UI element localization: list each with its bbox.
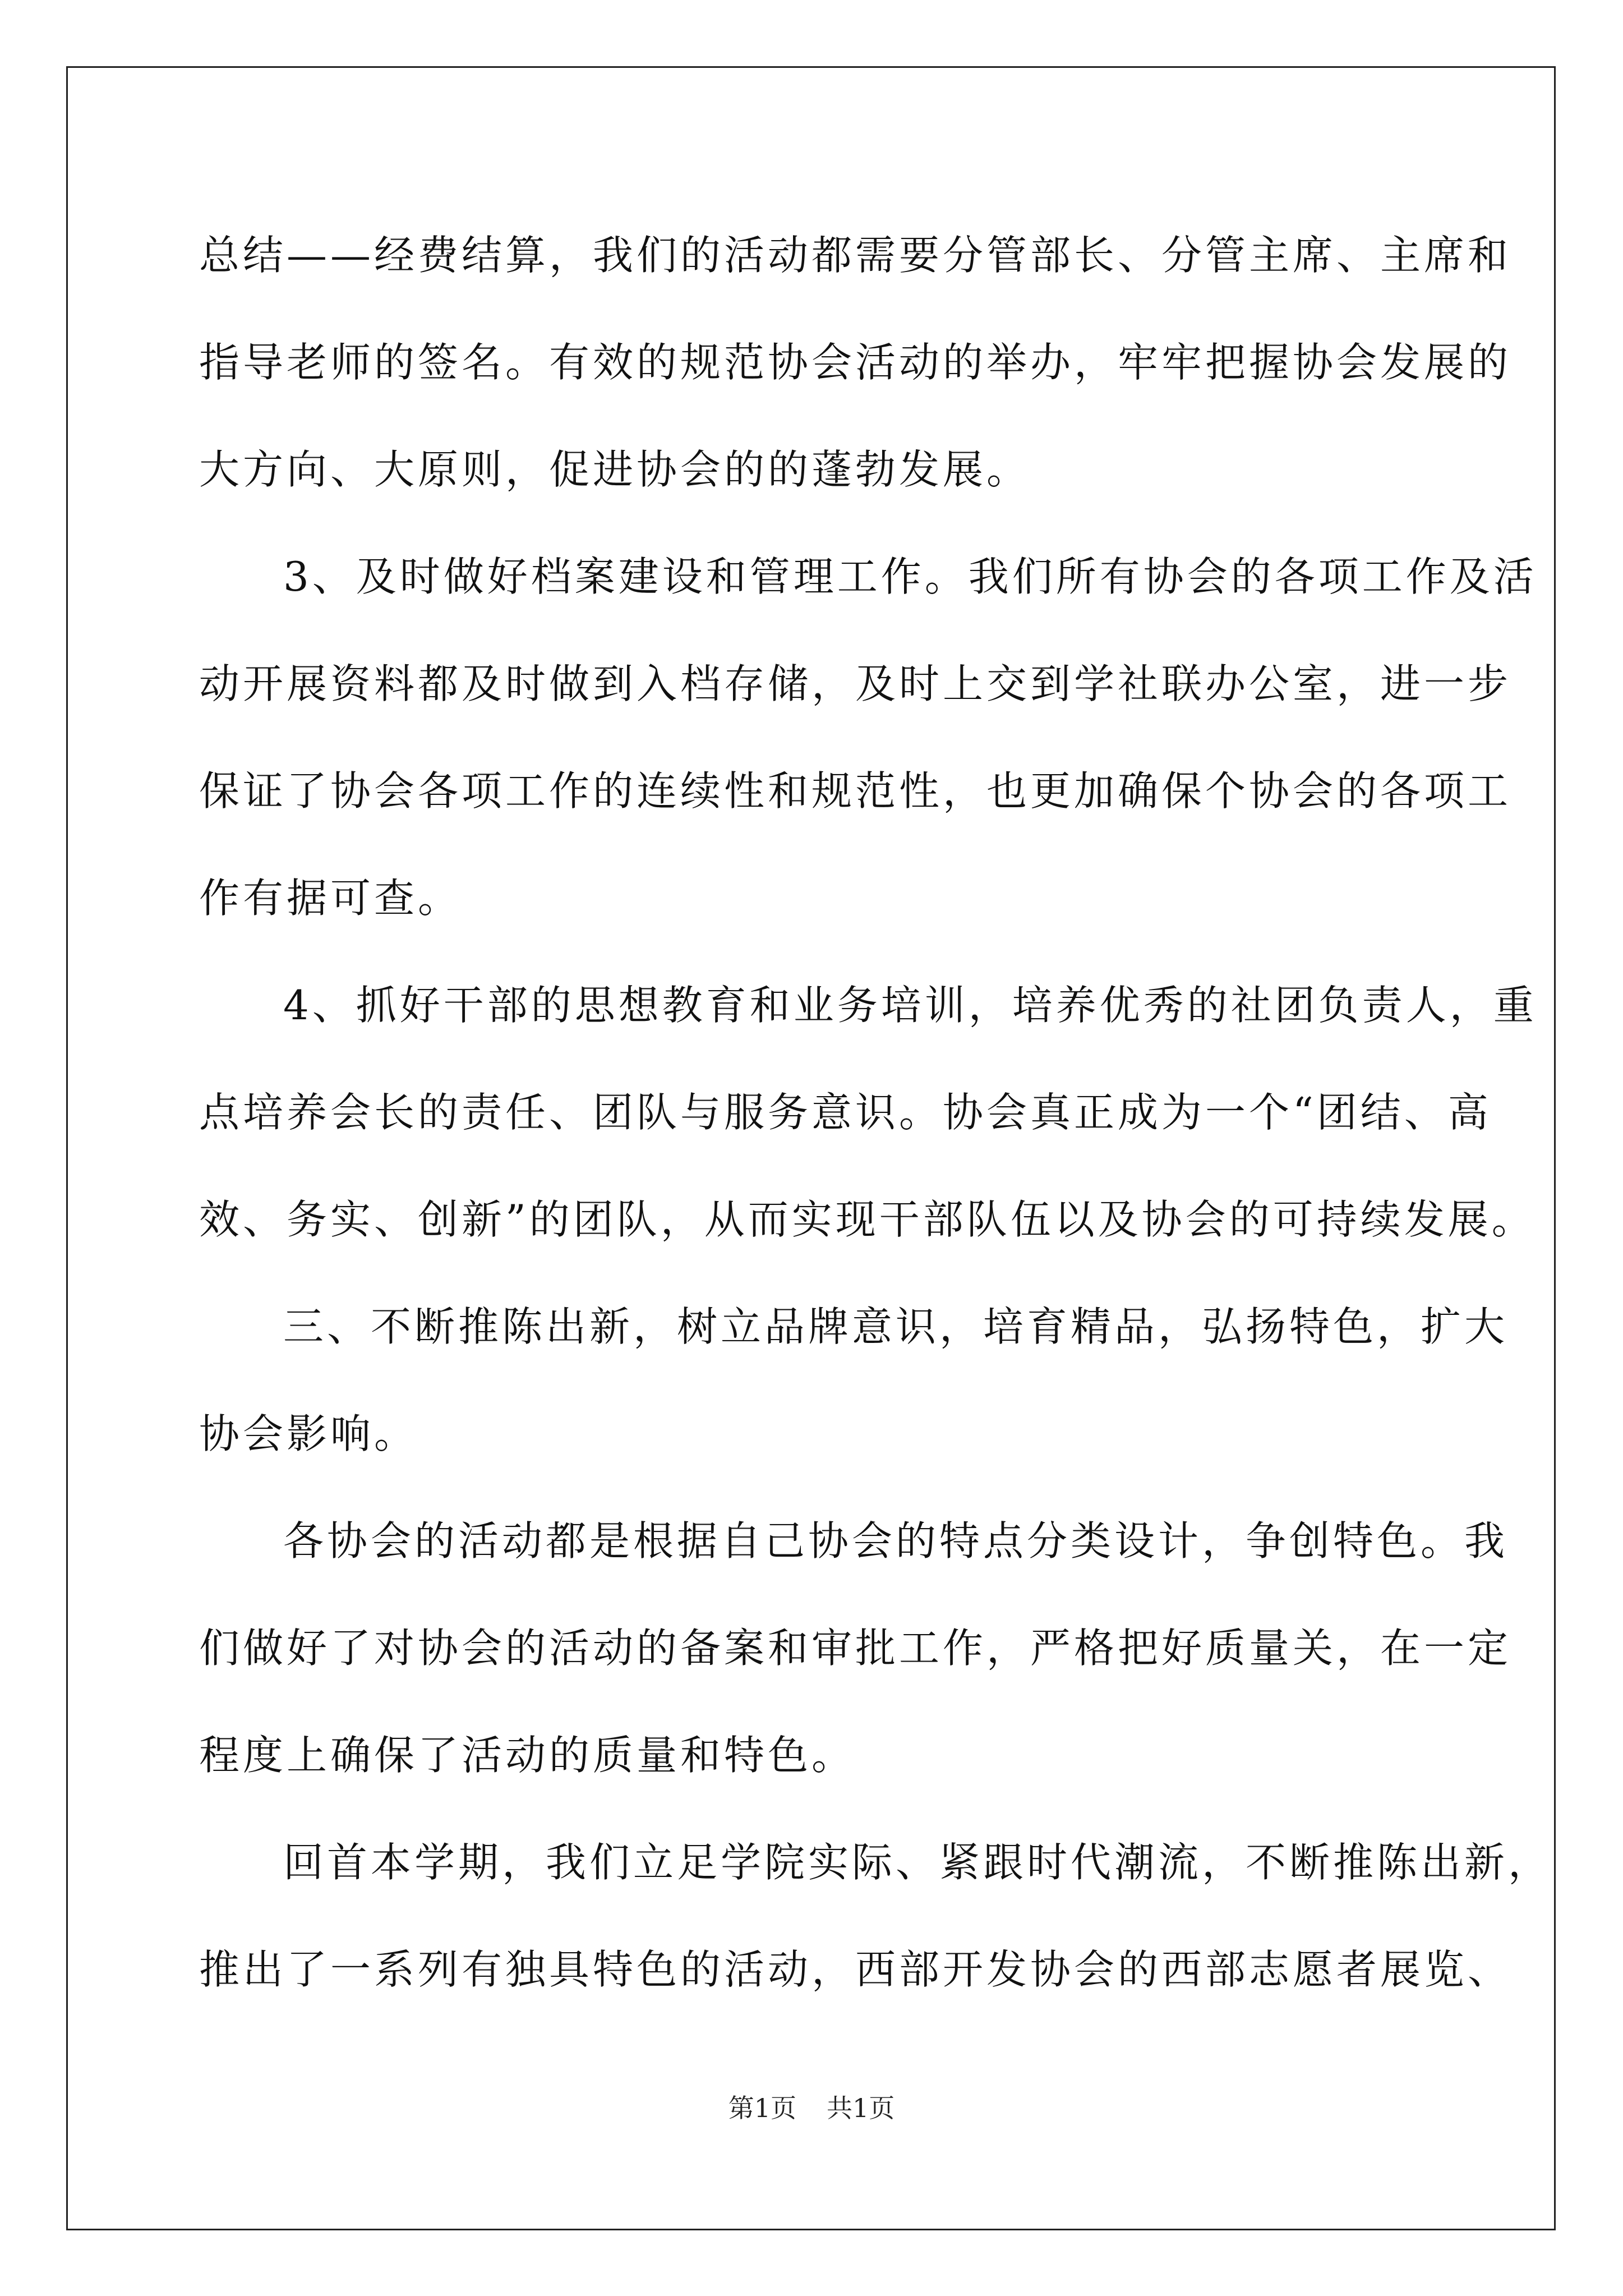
text-line-10: 效、务实、创新”的团队，从而实现干部队伍以及协会的可持续发展。 (199, 1196, 1536, 1243)
text-line-9: 点培养会长的责任、团队与服务意识。协会真正成为一个“团结、高 (199, 1089, 1492, 1136)
text-line-16: 回首本学期，我们立足学院实际、紧跟时代潮流，不断推陈出新， (283, 1839, 1552, 1886)
text-line-2: 指导老师的签名。有效的规范协会活动的举办，牢牢把握协会发展的 (199, 339, 1512, 386)
page-number: 第1页 (728, 2093, 796, 2123)
text-line-5: 动开展资料都及时做到入档存储，及时上交到学社联办公室，进一步 (199, 660, 1512, 707)
text-line-6: 保证了协会各项工作的连续性和规范性，也更加确保个协会的各项工 (199, 767, 1512, 815)
document-body (199, 202, 1552, 2023)
text-line-15: 程度上确保了活动的质量和特色。 (199, 1732, 856, 1779)
text-line-11: 三、不断推陈出新，树立品牌意识，培育精品，弘扬特色，扩大 (283, 1303, 1509, 1350)
text-line-3: 大方向、大原则，促进协会的的蓬勃发展。 (199, 446, 1031, 493)
text-line-7: 作有据可查。 (199, 875, 462, 922)
text-line-4: 3、及时做好档案建设和管理工作。我们所有协会的各项工作及活 (283, 553, 1537, 600)
page-total: 共1页 (827, 2093, 895, 2123)
text-line-8: 4、抓好干部的思想教育和业务培训，培养优秀的社团负责人，重 (283, 982, 1537, 1029)
text-line-13: 各协会的活动都是根据自己协会的特点分类设计，争创特色。我 (283, 1517, 1509, 1565)
text-line-1: 总结——经费结算，我们的活动都需要分管部长、分管主席、主席和 (199, 232, 1512, 279)
text-line-12: 协会影响。 (199, 1410, 418, 1457)
text-line-14: 们做好了对协会的活动的备案和审批工作，严格把好质量关，在一定 (199, 1625, 1512, 1672)
text-line-17: 推出了一系列有独具特色的活动，西部开发协会的西部志愿者展览、 (199, 1946, 1512, 1993)
page-footer (0, 2091, 1623, 2125)
